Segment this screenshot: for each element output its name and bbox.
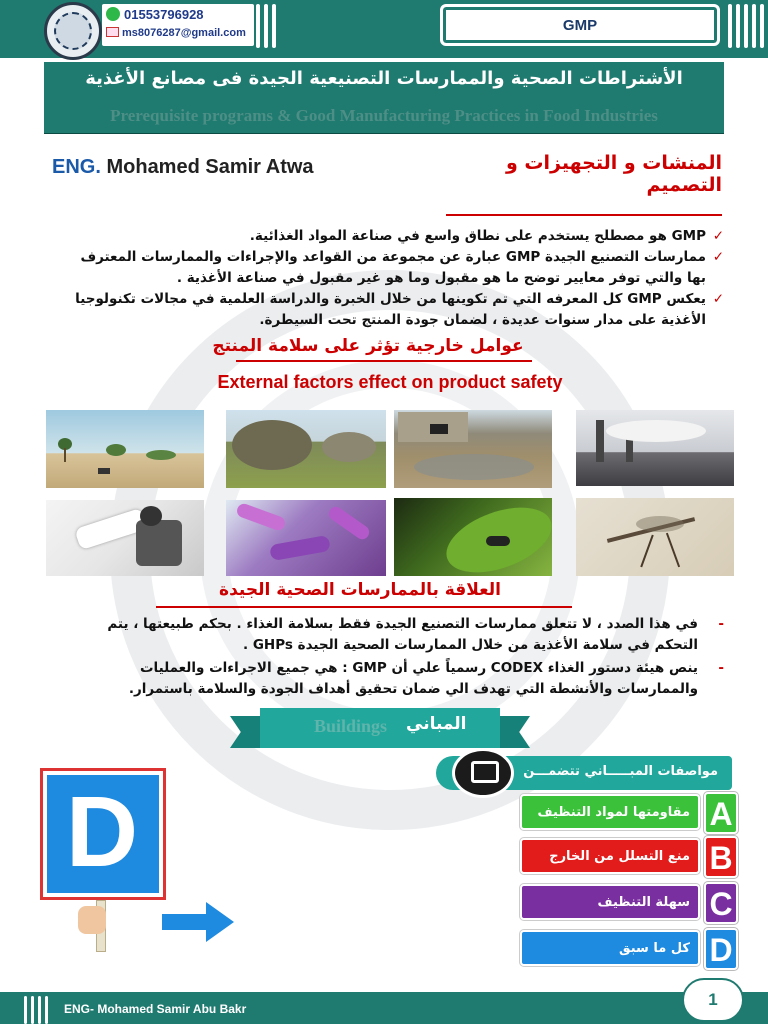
phone-number: 01553796928 (124, 7, 204, 22)
spec-option-a-letter: A (704, 792, 738, 834)
spec-option-c[interactable] (520, 882, 732, 922)
spec-option-c-letter: C (704, 882, 738, 924)
specs-header-label: مواصفات المبـــــاني تتضمـــن (523, 764, 718, 779)
spec-option-b-letter: B (704, 836, 738, 878)
dry-shrubs-photo (226, 410, 386, 488)
buildings-banner-english: Buildings (314, 716, 388, 736)
title-arabic: الأشتراطات الصحية والممارسات التصنيعية الجيدة فى مصانع الأغذية (85, 68, 683, 89)
author-prefix: ENG. (52, 156, 101, 178)
spec-option-a[interactable] (520, 792, 732, 832)
presentation-icon (452, 748, 514, 798)
arrow-right-icon (162, 902, 234, 942)
spec-option-a-pill[interactable]: مقاومتها لمواد التنظيف (520, 794, 700, 830)
author-name: Mohamed Samir Atwa (106, 156, 314, 178)
section-title: المنشات و التجهيزات و التصميم (506, 152, 722, 196)
list-item: - ينص هيئة دستور الغذاء CODEX رسمياً علي أن GMP : هي جميع الاجراءات والعمليات والممارسات والأنشطة التي تهدف الي ضمان تحقيق أهداف الجودة والسلامة باستمرار. (128, 660, 724, 697)
footer-decor-bars (24, 996, 64, 1024)
section-rule (446, 214, 722, 216)
desert-road-photo (46, 410, 204, 488)
relation-list (60, 614, 724, 702)
title-english: Prerequisite programs & Good Manufacturing Practices in Food Industries (110, 106, 658, 125)
list-item: ✓ ممارسات التصنيع الجيدة GMP عبارة عن مجموعة من القواعد والإجراءات والممارسات المعترف بها والتي توفر معايير توضح ما هو مقبول وما هو غير مقبول في صناعة الأغذية . (80, 249, 724, 286)
contact-box (102, 4, 254, 46)
whatsapp-icon (106, 7, 120, 21)
spec-option-d[interactable] (520, 928, 732, 968)
gmp-tab-label: GMP (562, 17, 598, 34)
gmp-tab (440, 4, 720, 46)
check-icon: ✓ (712, 249, 724, 265)
relation-rule (156, 606, 572, 608)
buildings-banner (230, 708, 530, 748)
spec-option-d-pill[interactable]: كل ما سبق (520, 930, 700, 966)
page-number: 1 (708, 990, 718, 1009)
external-factors-rule (236, 360, 532, 362)
answer-sign-letter: D (65, 776, 139, 888)
list-item: ✓ يعكس GMP كل المعرفه التي تم تكوينها من خلال الخبرة والدراسة العلمية في مجالات تكنولوجيا الأغذية على مدار سنوات عديدة ، لضمان جودة المنتج تحت السيطرة. (75, 291, 724, 328)
external-factors-arabic: عوامل خارجية تؤثر على سلامة المنتج (212, 336, 524, 356)
page-number-badge (682, 978, 744, 1022)
hand-icon (78, 906, 106, 934)
list-item: - في هذا الصدد ، لا تتعلق ممارسات التصنيع الجيدة فقط بسلامة الغذاء . بحكم طبيعتها ، يتم التحكم في سلامة الأغذية من خلال الممارسات الصحية الجيدة GHPs . (107, 616, 724, 653)
external-factors-english: External factors effect on product safety (217, 372, 563, 392)
mosquito-photo (576, 498, 734, 576)
list-item: ✓ GMP هو مصطلح يستخدم على نطاق واسع في صناعة المواد الغذائية. (60, 226, 724, 247)
quality-seal-logo (44, 2, 102, 60)
factory-smoke-photo (576, 410, 734, 486)
buildings-banner-arabic: المباني (406, 714, 467, 734)
muddy-road-photo (394, 410, 552, 488)
check-icon: ✓ (712, 228, 724, 244)
check-icon: ✓ (712, 291, 724, 307)
title-box (44, 62, 724, 134)
spec-option-b-pill[interactable]: منع التسلل من الخارج (520, 838, 700, 874)
answer-sign (40, 768, 166, 900)
fly-on-leaf-photo (394, 498, 552, 576)
spec-option-b[interactable] (520, 836, 732, 876)
email-address[interactable]: ms8076287@gmail.com (122, 27, 246, 39)
footer-author: ENG- Mohamed Samir Abu Bakr (64, 1002, 247, 1016)
decor-bars (256, 4, 282, 48)
robot-figure-photo (46, 500, 204, 576)
bacteria-photo (226, 500, 386, 576)
mail-icon (106, 27, 119, 37)
spec-option-c-pill[interactable]: سهلة التنظيف (520, 884, 700, 920)
gmp-bullet-list (60, 226, 724, 331)
spec-option-d-letter: D (704, 928, 738, 970)
author-line (52, 156, 314, 179)
relation-title: العلاقة بالممارسات الصحية الجيدة (219, 580, 501, 600)
decor-bars-right (728, 4, 768, 48)
